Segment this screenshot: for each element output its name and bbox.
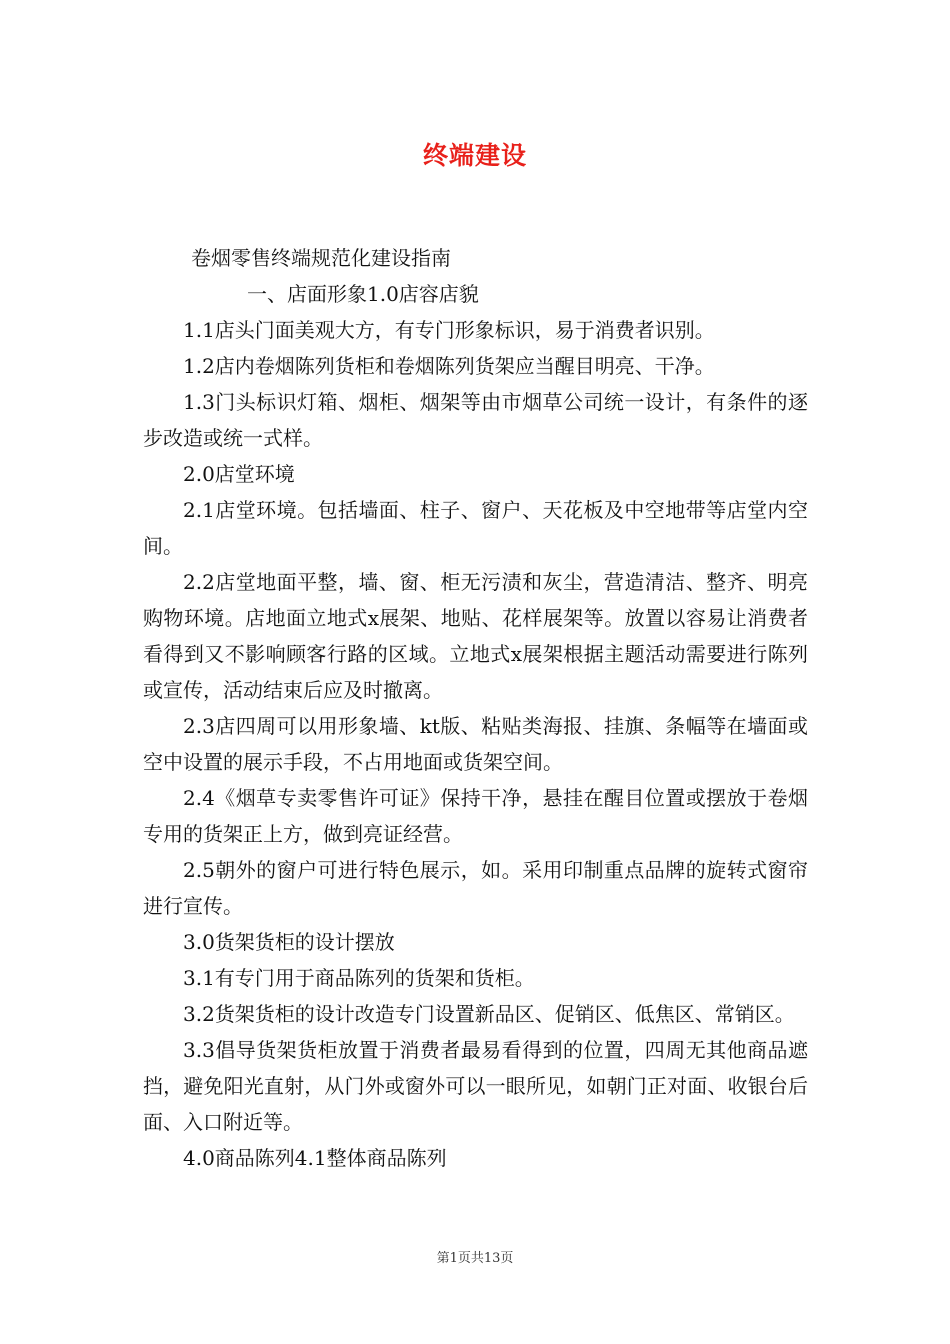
paragraph: 2.1店堂环境。包括墙面、柱子、窗户、天花板及中空地带等店堂内空间。 — [143, 498, 808, 558]
section-heading: 一、店面形象1.0店容店貌 — [247, 282, 479, 306]
paragraph: 1.3门头标识灯箱、烟柜、烟架等由市烟草公司统一设计，有条件的逐步改造或统一式样。 — [143, 390, 808, 450]
document-body — [143, 240, 808, 1176]
document-subtitle: 卷烟零售终端规范化建设指南 — [191, 246, 451, 270]
subsection-heading: 3.0货架货柜的设计摆放 — [183, 930, 395, 954]
paragraph: 2.4《烟草专卖零售许可证》保持干净，悬挂在醒目位置或摆放于卷烟专用的货架正上方，做到亮证经营。 — [143, 786, 808, 846]
paragraph: 3.1有专门用于商品陈列的货架和货柜。 — [183, 966, 535, 990]
page-number: 第1页共13页 — [436, 1251, 514, 1266]
subsection-heading: 2.0店堂环境 — [183, 462, 295, 486]
page-title: 终端建设 — [422, 141, 527, 170]
paragraph: 3.3倡导货架货柜放置于消费者最易看得到的位置，四周无其他商品遮挡，避免阳光直射，从门外或窗外可以一眼所见，如朝门正对面、收银台后面、入口附近等。 — [143, 1038, 808, 1134]
paragraph: 1.2店内卷烟陈列货柜和卷烟陈列货架应当醒目明亮、干净。 — [183, 354, 715, 378]
paragraph: 2.3店四周可以用形象墙、kt版、粘贴类海报、挂旗、条幅等在墙面或空中设置的展示手段，不占用地面或货架空间。 — [143, 714, 808, 774]
paragraph: 1.1店头门面美观大方，有专门形象标识，易于消费者识别。 — [183, 318, 715, 342]
paragraph: 2.2店堂地面平整，墙、窗、柜无污渍和灰尘，营造清洁、整齐、明亮购物环境。店地面立地式x展架、地贴、花样展架等。放置以容易让消费者看得到又不影响顾客行路的区域。立地式x展架根据主题活动需要进行陈列或宣传，活动结束后应及时撤离。 — [143, 570, 808, 702]
subsection-heading: 4.0商品陈列4.1整体商品陈列 — [183, 1146, 447, 1170]
paragraph: 3.2货架货柜的设计改造专门设置新品区、促销区、低焦区、常销区。 — [183, 1002, 795, 1026]
paragraph: 2.5朝外的窗户可进行特色展示，如。采用印制重点品牌的旋转式窗帘进行宣传。 — [143, 858, 808, 918]
page-footer — [0, 1247, 950, 1266]
